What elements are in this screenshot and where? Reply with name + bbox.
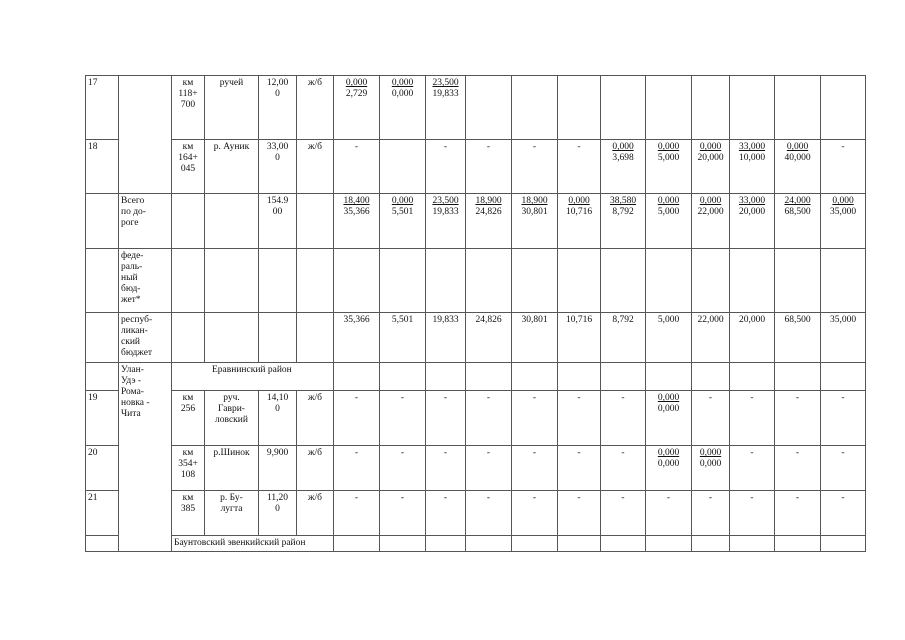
value-cell: $\frac{0,000}{0,000}$ [380, 76, 426, 140]
km-cell: км 164+ 045 [172, 140, 205, 194]
value-cell: - [380, 446, 426, 491]
value-cell: - [380, 491, 426, 536]
material-cell: ж/б [297, 391, 334, 446]
value-cell: - [558, 140, 601, 194]
value-cell: $\frac{0,000}{5,000}$ [646, 194, 692, 249]
length-cell: 9,900 [259, 446, 297, 491]
object-name: р.Шинок [205, 446, 259, 491]
table-row-17 [86, 76, 866, 140]
value-cell: $\frac{0,000}{0,000}$ [692, 446, 730, 491]
km-cell: км 118+ 700 [172, 76, 205, 140]
value-cell: 35,366 [334, 313, 380, 363]
value-cell: 19,833 [426, 313, 466, 363]
value-cell: 5,000 [646, 313, 692, 363]
length-cell: 154.9 00 [259, 194, 297, 249]
length-cell: 11,20 0 [259, 491, 297, 536]
table-row-20 [86, 446, 866, 491]
value-cell: - [646, 491, 692, 536]
value-cell: $\frac{0,000}{35,000}$ [821, 194, 866, 249]
value-cell: - [821, 391, 866, 446]
value-cell: - [558, 391, 601, 446]
federal-budget-label: феде- раль- ный бюд- жет* [119, 249, 172, 313]
value-cell: - [601, 446, 646, 491]
object-name: руч. Гаври- ловский [205, 391, 259, 446]
row-number: 19 [86, 391, 119, 446]
km-cell: км 385 [172, 491, 205, 536]
republic-budget-label: респуб- ликан- ский бюджет [119, 313, 172, 363]
value-cell: $\frac{0,000}{5,000}$ [646, 140, 692, 194]
object-name: р. Бу- лугта [205, 491, 259, 536]
value-cell: 35,000 [821, 313, 866, 363]
object-name: р. Ауник [205, 140, 259, 194]
value-cell: 24,826 [466, 313, 512, 363]
row-number: 21 [86, 491, 119, 536]
table-row-total [86, 194, 866, 249]
value-cell: $\frac{23,500}{19,833}$ [426, 194, 466, 249]
value-cell: $\frac{0,000}{3,698}$ [601, 140, 646, 194]
value-cell: $\frac{0,000}{20,000}$ [692, 140, 730, 194]
value-cell: - [558, 491, 601, 536]
value-cell: - [426, 391, 466, 446]
value-cell: - [730, 491, 775, 536]
value-cell: - [775, 446, 821, 491]
value-cell: - [775, 491, 821, 536]
value-cell: - [821, 491, 866, 536]
value-cell: - [512, 140, 558, 194]
row-number: 20 [86, 446, 119, 491]
length-cell: 14,10 0 [259, 391, 297, 446]
road-name: Улан- Удэ - Рома- новка - Чита [119, 363, 172, 552]
value-cell: $\frac{0,000}{0,000}$ [646, 391, 692, 446]
value-cell: $\frac{0,000}{0,000}$ [646, 446, 692, 491]
value-cell: - [426, 491, 466, 536]
value-cell: - [730, 391, 775, 446]
material-cell: ж/б [297, 446, 334, 491]
table-row-district [86, 363, 866, 391]
table-row-18 [86, 140, 866, 194]
value-cell: - [334, 446, 380, 491]
value-cell: $\frac{24,000}{68,500}$ [775, 194, 821, 249]
material-cell: ж/б [297, 491, 334, 536]
value-cell: 5,501 [380, 313, 426, 363]
value-cell: $\frac{18,400}{35,366}$ [334, 194, 380, 249]
value-cell: - [466, 446, 512, 491]
district-name: Баунтовский эвенкийский район [172, 536, 334, 552]
value-cell: - [466, 140, 512, 194]
value-cell: - [334, 491, 380, 536]
table-row-19 [86, 391, 866, 446]
value-cell: - [380, 391, 426, 446]
value-cell: - [821, 140, 866, 194]
value-cell: - [512, 391, 558, 446]
value-cell: 30,801 [512, 313, 558, 363]
value-cell: - [692, 491, 730, 536]
value-cell: $\frac{23,500}{19,833}$ [426, 76, 466, 140]
value-cell: - [601, 491, 646, 536]
value-cell: - [601, 391, 646, 446]
material-cell: ж/б [297, 140, 334, 194]
material-cell: ж/б [297, 76, 334, 140]
value-cell: - [730, 446, 775, 491]
value-cell: - [821, 446, 866, 491]
value-cell: 8,792 [601, 313, 646, 363]
total-label: Всего по до- роге [119, 194, 172, 249]
value-cell: - [466, 491, 512, 536]
value-cell: - [558, 446, 601, 491]
value-cell: $\frac{33,000}{20,000}$ [730, 194, 775, 249]
value-cell: - [512, 491, 558, 536]
road-objects-table [85, 75, 866, 552]
value-cell: $\frac{18,900}{24,826}$ [466, 194, 512, 249]
value-cell: $\frac{0,000}{22,000}$ [692, 194, 730, 249]
table-row-21 [86, 491, 866, 536]
table-row-district [86, 536, 866, 552]
value-cell: - [775, 391, 821, 446]
length-cell: 33,00 0 [259, 140, 297, 194]
value-cell: $\frac{0,000}{40,000}$ [775, 140, 821, 194]
value-cell: $\frac{38,580}{8,792}$ [601, 194, 646, 249]
value-cell: - [334, 140, 380, 194]
km-cell: км 256 [172, 391, 205, 446]
value-cell: 20,000 [730, 313, 775, 363]
value-cell: - [466, 391, 512, 446]
value-cell: $\frac{0,000}{2,729}$ [334, 76, 380, 140]
value-cell: - [334, 391, 380, 446]
table-row-republic [86, 313, 866, 363]
value-cell: 22,000 [692, 313, 730, 363]
value-cell: $\frac{18,900}{30,801}$ [512, 194, 558, 249]
km-cell: км 354+ 108 [172, 446, 205, 491]
object-name: ручей [205, 76, 259, 140]
district-name: Еравнинский район [172, 363, 334, 391]
value-cell: - [426, 446, 466, 491]
value-cell: 68,500 [775, 313, 821, 363]
row-number: 18 [86, 140, 119, 194]
value-cell: - [426, 140, 466, 194]
value-cell: 10,716 [558, 313, 601, 363]
row-number: 17 [86, 76, 119, 140]
value-cell: - [512, 446, 558, 491]
value-cell: - [692, 391, 730, 446]
table-row-federal [86, 249, 866, 313]
length-cell: 12,00 0 [259, 76, 297, 140]
value-cell: $\frac{0,000}{10,716}$ [558, 194, 601, 249]
value-cell: $\frac{0,000}{5,501}$ [380, 194, 426, 249]
value-cell: $\frac{33,000}{10,000}$ [730, 140, 775, 194]
